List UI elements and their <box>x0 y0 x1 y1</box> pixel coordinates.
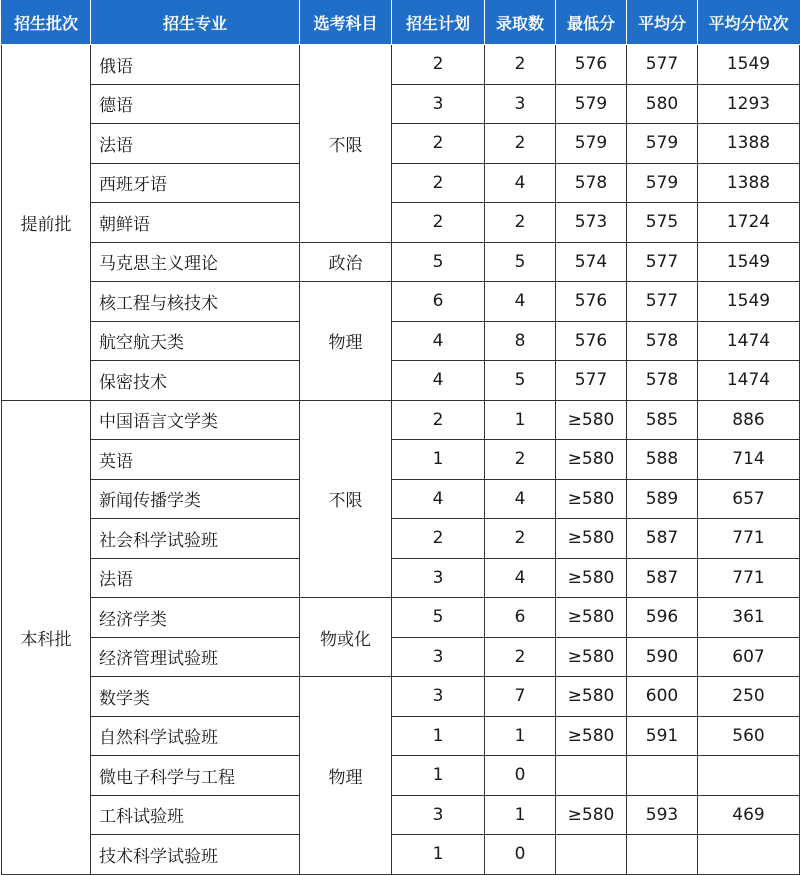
major-cell: 技术科学试验班 <box>91 835 300 875</box>
subject-cell: 物理 <box>300 282 392 401</box>
major-cell: 工科试验班 <box>91 795 300 835</box>
plan-cell: 4 <box>392 321 485 361</box>
avg-score-cell: 587 <box>627 558 698 598</box>
header-plan: 招生计划 <box>392 1 485 45</box>
header-avg-rank: 平均分位次 <box>698 1 800 45</box>
avg-rank-cell: 469 <box>698 795 800 835</box>
avg-rank-cell: 1388 <box>698 124 800 164</box>
subject-cell: 不限 <box>300 45 392 243</box>
table-row <box>2 558 800 598</box>
plan-cell: 2 <box>392 45 485 85</box>
admitted-cell: 0 <box>485 835 556 875</box>
avg-score-cell: 578 <box>627 361 698 401</box>
header-row <box>2 1 800 45</box>
plan-cell: 3 <box>392 84 485 124</box>
avg-rank-cell: 250 <box>698 677 800 717</box>
subject-cell: 不限 <box>300 400 392 598</box>
table-row <box>2 282 800 322</box>
table-row <box>2 637 800 677</box>
table-row <box>2 242 800 282</box>
major-cell: 数学类 <box>91 677 300 717</box>
table-row <box>2 321 800 361</box>
admission-table <box>1 0 800 875</box>
min-score-cell: 577 <box>556 361 627 401</box>
plan-cell: 5 <box>392 242 485 282</box>
major-cell: 德语 <box>91 84 300 124</box>
table-row <box>2 795 800 835</box>
table-row <box>2 124 800 164</box>
table-row <box>2 519 800 559</box>
major-cell: 核工程与核技术 <box>91 282 300 322</box>
avg-score-cell: 580 <box>627 84 698 124</box>
avg-score-cell: 600 <box>627 677 698 717</box>
avg-score-cell: 590 <box>627 637 698 677</box>
table-row <box>2 716 800 756</box>
table-row <box>2 677 800 717</box>
plan-cell: 2 <box>392 203 485 243</box>
major-cell: 微电子科学与工程 <box>91 756 300 796</box>
table-row <box>2 835 800 875</box>
table-row <box>2 756 800 796</box>
subject-cell: 政治 <box>300 242 392 282</box>
avg-rank-cell: 1549 <box>698 45 800 85</box>
avg-score-cell: 577 <box>627 45 698 85</box>
avg-rank-cell: 1549 <box>698 242 800 282</box>
admitted-cell: 2 <box>485 519 556 559</box>
major-cell: 法语 <box>91 558 300 598</box>
table-row <box>2 163 800 203</box>
min-score-cell: 574 <box>556 242 627 282</box>
table-row <box>2 203 800 243</box>
admitted-cell: 2 <box>485 440 556 480</box>
avg-score-cell: 593 <box>627 795 698 835</box>
admitted-cell: 4 <box>485 479 556 519</box>
min-score-cell: 579 <box>556 84 627 124</box>
header-subject: 选考科目 <box>300 1 392 45</box>
min-score-cell: ≥580 <box>556 598 627 638</box>
avg-rank-cell: 1293 <box>698 84 800 124</box>
table-body <box>2 45 800 875</box>
plan-cell: 4 <box>392 361 485 401</box>
avg-rank-cell: 1474 <box>698 361 800 401</box>
header-major: 招生专业 <box>91 1 300 45</box>
major-cell: 经济管理试验班 <box>91 637 300 677</box>
admitted-cell: 5 <box>485 361 556 401</box>
major-cell: 航空航天类 <box>91 321 300 361</box>
admitted-cell: 4 <box>485 163 556 203</box>
min-score-cell: 573 <box>556 203 627 243</box>
avg-rank-cell: 1724 <box>698 203 800 243</box>
admitted-cell: 8 <box>485 321 556 361</box>
min-score-cell: ≥580 <box>556 558 627 598</box>
avg-rank-cell: 1474 <box>698 321 800 361</box>
avg-score-cell: 587 <box>627 519 698 559</box>
admitted-cell: 1 <box>485 400 556 440</box>
batch-cell: 提前批 <box>2 45 91 401</box>
min-score-cell: ≥580 <box>556 677 627 717</box>
table-row <box>2 598 800 638</box>
avg-score-cell: 588 <box>627 440 698 480</box>
plan-cell: 5 <box>392 598 485 638</box>
plan-cell: 2 <box>392 519 485 559</box>
avg-rank-cell: 1549 <box>698 282 800 322</box>
major-cell: 法语 <box>91 124 300 164</box>
major-cell: 社会科学试验班 <box>91 519 300 559</box>
admitted-cell: 2 <box>485 637 556 677</box>
major-cell: 中国语言文学类 <box>91 400 300 440</box>
plan-cell: 2 <box>392 400 485 440</box>
table-row <box>2 45 800 85</box>
admitted-cell: 4 <box>485 282 556 322</box>
avg-rank-cell: 714 <box>698 440 800 480</box>
admitted-cell: 1 <box>485 716 556 756</box>
header-batch: 招生批次 <box>2 1 91 45</box>
avg-rank-cell: 771 <box>698 558 800 598</box>
major-cell: 马克思主义理论 <box>91 242 300 282</box>
plan-cell: 1 <box>392 835 485 875</box>
major-cell: 俄语 <box>91 45 300 85</box>
admitted-cell: 4 <box>485 558 556 598</box>
plan-cell: 2 <box>392 124 485 164</box>
min-score-cell <box>556 756 627 796</box>
plan-cell: 1 <box>392 440 485 480</box>
avg-rank-cell: 607 <box>698 637 800 677</box>
avg-score-cell: 591 <box>627 716 698 756</box>
header-min-score: 最低分 <box>556 1 627 45</box>
major-cell: 经济学类 <box>91 598 300 638</box>
avg-score-cell: 579 <box>627 124 698 164</box>
avg-score-cell: 589 <box>627 479 698 519</box>
subject-cell: 物或化 <box>300 598 392 677</box>
table-row <box>2 84 800 124</box>
avg-rank-cell: 361 <box>698 598 800 638</box>
min-score-cell: 578 <box>556 163 627 203</box>
table-row <box>2 440 800 480</box>
plan-cell: 1 <box>392 756 485 796</box>
avg-score-cell: 585 <box>627 400 698 440</box>
admitted-cell: 2 <box>485 203 556 243</box>
min-score-cell: ≥580 <box>556 637 627 677</box>
min-score-cell: 576 <box>556 282 627 322</box>
min-score-cell: ≥580 <box>556 479 627 519</box>
avg-rank-cell: 560 <box>698 716 800 756</box>
subject-cell: 物理 <box>300 677 392 875</box>
admitted-cell: 7 <box>485 677 556 717</box>
table-row <box>2 400 800 440</box>
min-score-cell: ≥580 <box>556 519 627 559</box>
admitted-cell: 5 <box>485 242 556 282</box>
avg-rank-cell: 1388 <box>698 163 800 203</box>
min-score-cell <box>556 835 627 875</box>
plan-cell: 1 <box>392 716 485 756</box>
min-score-cell: ≥580 <box>556 400 627 440</box>
admitted-cell: 3 <box>485 84 556 124</box>
major-cell: 新闻传播学类 <box>91 479 300 519</box>
avg-rank-cell: 657 <box>698 479 800 519</box>
avg-score-cell: 577 <box>627 282 698 322</box>
avg-score-cell: 578 <box>627 321 698 361</box>
admitted-cell: 2 <box>485 45 556 85</box>
avg-rank-cell <box>698 835 800 875</box>
avg-score-cell: 596 <box>627 598 698 638</box>
plan-cell: 3 <box>392 558 485 598</box>
plan-cell: 2 <box>392 163 485 203</box>
header-admitted: 录取数 <box>485 1 556 45</box>
avg-score-cell: 579 <box>627 163 698 203</box>
batch-cell: 本科批 <box>2 400 91 874</box>
plan-cell: 4 <box>392 479 485 519</box>
avg-rank-cell <box>698 756 800 796</box>
avg-score-cell <box>627 756 698 796</box>
admitted-cell: 6 <box>485 598 556 638</box>
avg-score-cell <box>627 835 698 875</box>
major-cell: 西班牙语 <box>91 163 300 203</box>
min-score-cell: 579 <box>556 124 627 164</box>
min-score-cell: ≥580 <box>556 795 627 835</box>
table-row <box>2 479 800 519</box>
major-cell: 朝鲜语 <box>91 203 300 243</box>
admitted-cell: 0 <box>485 756 556 796</box>
avg-score-cell: 577 <box>627 242 698 282</box>
admitted-cell: 1 <box>485 795 556 835</box>
min-score-cell: ≥580 <box>556 716 627 756</box>
min-score-cell: 576 <box>556 321 627 361</box>
plan-cell: 6 <box>392 282 485 322</box>
major-cell: 自然科学试验班 <box>91 716 300 756</box>
plan-cell: 3 <box>392 637 485 677</box>
avg-rank-cell: 886 <box>698 400 800 440</box>
header-avg-score: 平均分 <box>627 1 698 45</box>
major-cell: 英语 <box>91 440 300 480</box>
plan-cell: 3 <box>392 677 485 717</box>
plan-cell: 3 <box>392 795 485 835</box>
table-row <box>2 361 800 401</box>
min-score-cell: ≥580 <box>556 440 627 480</box>
admitted-cell: 2 <box>485 124 556 164</box>
major-cell: 保密技术 <box>91 361 300 401</box>
min-score-cell: 576 <box>556 45 627 85</box>
avg-rank-cell: 771 <box>698 519 800 559</box>
avg-score-cell: 575 <box>627 203 698 243</box>
